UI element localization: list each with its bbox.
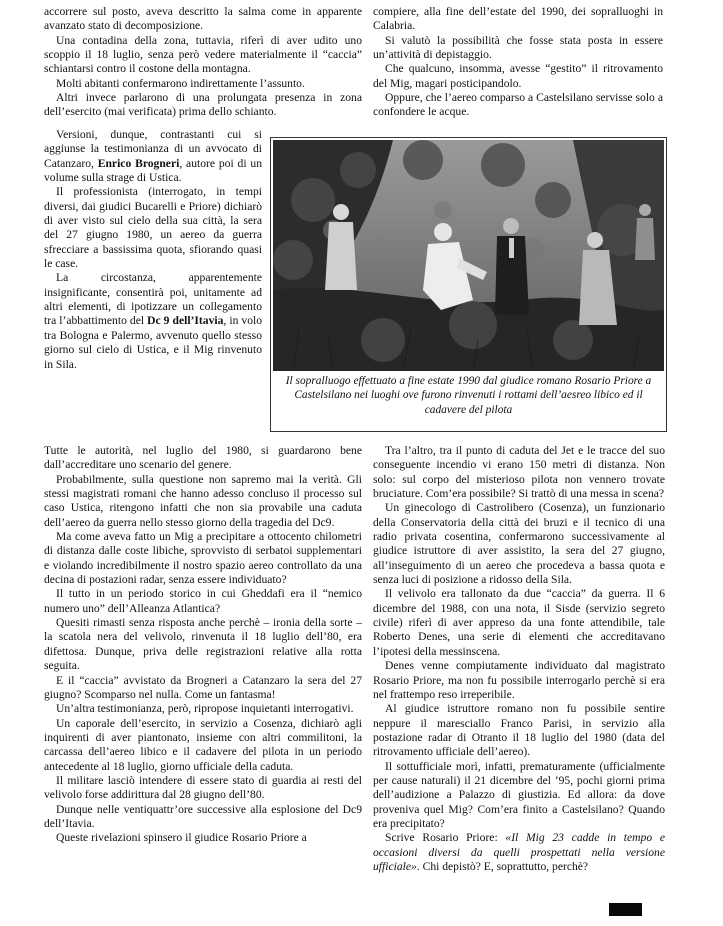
right-column-top [373, 5, 663, 120]
paragraph: Oppure, che l’aereo comparso a Castelsilano servisse solo a confondere le acque. [373, 91, 663, 119]
paragraph [44, 271, 262, 371]
paragraph [44, 128, 262, 185]
text-run: Scrive Rosario Priore: [385, 831, 506, 845]
paragraph: Al giudice istruttore romano non fu possibile sentire neppure il maresciallo Franco Parisi, in servizio alla postazione radar di Otranto il 18 luglio del 1980 (data del ritrovamento ufficiale dell’aereo). [373, 702, 665, 759]
paragraph: accorrere sul posto, aveva descritto la salma come in apparente avanzato stato di decomposizione. [44, 5, 362, 33]
photo-caption: Il sopralluogo effettuato a fine estate 1990 dal giudice romano Rosario Priore a Castelsilano nei luoghi ove furono rinvenuti i rottami dell’aesreo libico ed il cadavere del pilota [285, 375, 652, 416]
paragraph: Il militare lasciò intendere di essere stato di guardia ai resti del velivolo forse addirittura dal 28 giugno dell’80. [44, 773, 362, 802]
paragraph: compiere, alla fine dell’estate del 1990, dei sopralluoghi in Calabria. [373, 5, 663, 33]
text-run: , autore poi di un volume sulla strage di Ustica. [44, 156, 262, 185]
paragraph: Una contadina della zona, tuttavia, riferì di aver udito uno scoppio il 18 luglio, senza però vedere materialmente il “caccia” schiantarsi contro il costone della montagna. [44, 33, 362, 76]
paragraph: E il “caccia” avvistato da Brogneri a Catanzaro la sera del 27 giugno? Scomparso nel nulla. Come un fantasma! [44, 673, 362, 701]
paragraph: Il tutto in un periodo storico in cui Gheddafi era il “nemico numero uno” dell’Alleanza Atlantica? [44, 587, 362, 615]
end-of-article-mark [609, 903, 642, 916]
paragraph: Molti abitanti confermarono indirettamente l’assunto. [56, 76, 305, 90]
paragraph: Probabilmente, sulla questione non sapremo mai la verità. Gli stessi magistrati romani che hanno adesso concluso il processo sul caso Ustica, ritengono infatti che non sia provabile una caduta dell’aereo da guerra nello stesso giorno della tragedia del Dc9. [44, 472, 362, 529]
photo-figure [270, 137, 667, 432]
paragraph: Denes venne compiutamente individuato dal magistrato Rosario Priore, ma non fu possibile interrogarlo perchè si era nel frattempo reso irreperibile. [373, 659, 665, 701]
author-name: Enrico Brogneri [97, 156, 180, 170]
paragraph: Tutte le autorità, nel luglio del 1980, si guardarono bene dall’accreditare uno scenario del genere. [44, 444, 362, 472]
left-column-bottom [44, 444, 362, 846]
text-run: Versioni, dunque, contrastanti cui si aggiunse la testimonianza di un avvocato di Catanzaro, [44, 128, 262, 170]
text-run: , in volo tra Bologna e Palermo, avvenuto quello stesso giorno sul cielo di Ustica, e il Mig rinvenuto in Sila. [44, 314, 263, 371]
paragraph: Altri invece parlarono di una prolungata presenza in zona dell’esercito (mai verificata) prima dello schianto. [44, 91, 362, 119]
flight-name: Dc 9 dell’Itavia [147, 314, 224, 328]
paragraph: Il velivolo era tallonato da due “caccia” da guerra. Il 6 dicembre del 1988, con una nota, il Sisde (servizio segreto civile) riferì di aver appreso da una fonte attendibile, tale Roberto Denes, una serie di elementi che accreditavano l’ipotesi della messinscena. [373, 587, 665, 658]
right-column-bottom [373, 444, 665, 874]
paragraph: Che qualcuno, insomma, avesse “gestito” il ritrovamento del Mig, magari posticipandolo. [373, 62, 663, 90]
site-inspection-photo [273, 140, 664, 371]
paragraph: Si valutò la possibilità che fosse stata posta in essere un’attività di depistaggio. [373, 33, 663, 62]
paragraph: Il professionista (interrogato, in tempi diversi, dai giudici Bucarelli e Priore) dichiarò di aver visto sul cielo della sua città, la sera del 27 giugno 1980, un aereo da guerra sfrecciare a bassissima quota, sfiorando quasi le case. [44, 185, 262, 271]
paragraph: Queste rivelazioni spinsero il giudice Rosario Priore a [56, 831, 307, 845]
priore-quote: «Il Mig 23 cadde in tempo e occasioni diversi da quelli prospettati nella versione ufficiale» [373, 831, 666, 873]
paragraph: Il sottufficiale morì, infatti, prematuramente (ufficialmente per cause naturali) il 21 dicembre del ’95, pochi giorni prima dell’audizione a Palazzo di giustizia. Ed allora: da dove proveniva quel Mig? Com’era finito a Castelsilano? Quando era precipitato? [373, 759, 665, 830]
text-run: . Chi depistò? E, soprattutto, perchè? [416, 859, 589, 873]
left-column-narrow [44, 128, 262, 372]
paragraph: Tra l’altro, tra il punto di caduta del Jet e le tracce del suo conseguente incendio vi erano 150 metri di distanza. Non solo: sul corpo del misterioso pilota non vennero trovate bruciature. Com’era possibile? Si trattò di una messa in scena? [373, 444, 665, 501]
paragraph: Quesiti rimasti senza risposta anche perchè – ironia della sorte – la scatola nera del velivolo, rinvenuta il 18 luglio dell’80, era difettosa. Dunque, priva delle registrazioni relative alla rotta seguita. [44, 616, 362, 673]
paragraph: Un caporale dell’esercito, in servizio a Cosenza, dichiarò agli inquirenti di aver piantonato, insieme con altri commilitoni, la carcassa dell’aereo libico e il cadavere del pilota in un periodo antecedente al 18 luglio, giorno ufficiale della caduta. [44, 716, 362, 773]
paragraph: Ma come aveva fatto un Mig a precipitare a ottocento chilometri di distanza dalle coste libiche, sprovvisto di serbatoi supplementari e violando incredibilmente il nostro spazio aereo controllato da una decina di postazioni radar, senza essere individuato? [44, 530, 362, 587]
paragraph: Un’altra testimonianza, però, ripropose inquietanti interrogativi. [56, 702, 354, 716]
text-run: La circostanza, apparentemente insignificante, consentirà poi, unitamente ad altri elementi, di ipotizzare un collegamento tra l’abbattimento del [44, 271, 262, 328]
left-column-top [44, 5, 362, 120]
paragraph: Un ginecologo di Castrolibero (Cosenza), un funzionario della Conservatoria della città dei bruzi e il tecnico di una radio privata cosentina, confermarono successivamente al giudice istruttore di aver assistito, la sera del 27 giugno, all’inseguimento di un aereo che procedeva a bassa quota e senza luci di posizione a ridosso della Sila. [373, 501, 665, 587]
quote-paragraph [373, 831, 665, 874]
paragraph: Dunque nelle ventiquattr’ore successive alla esplosione del Dc9 dell’Itavia. [44, 802, 362, 830]
